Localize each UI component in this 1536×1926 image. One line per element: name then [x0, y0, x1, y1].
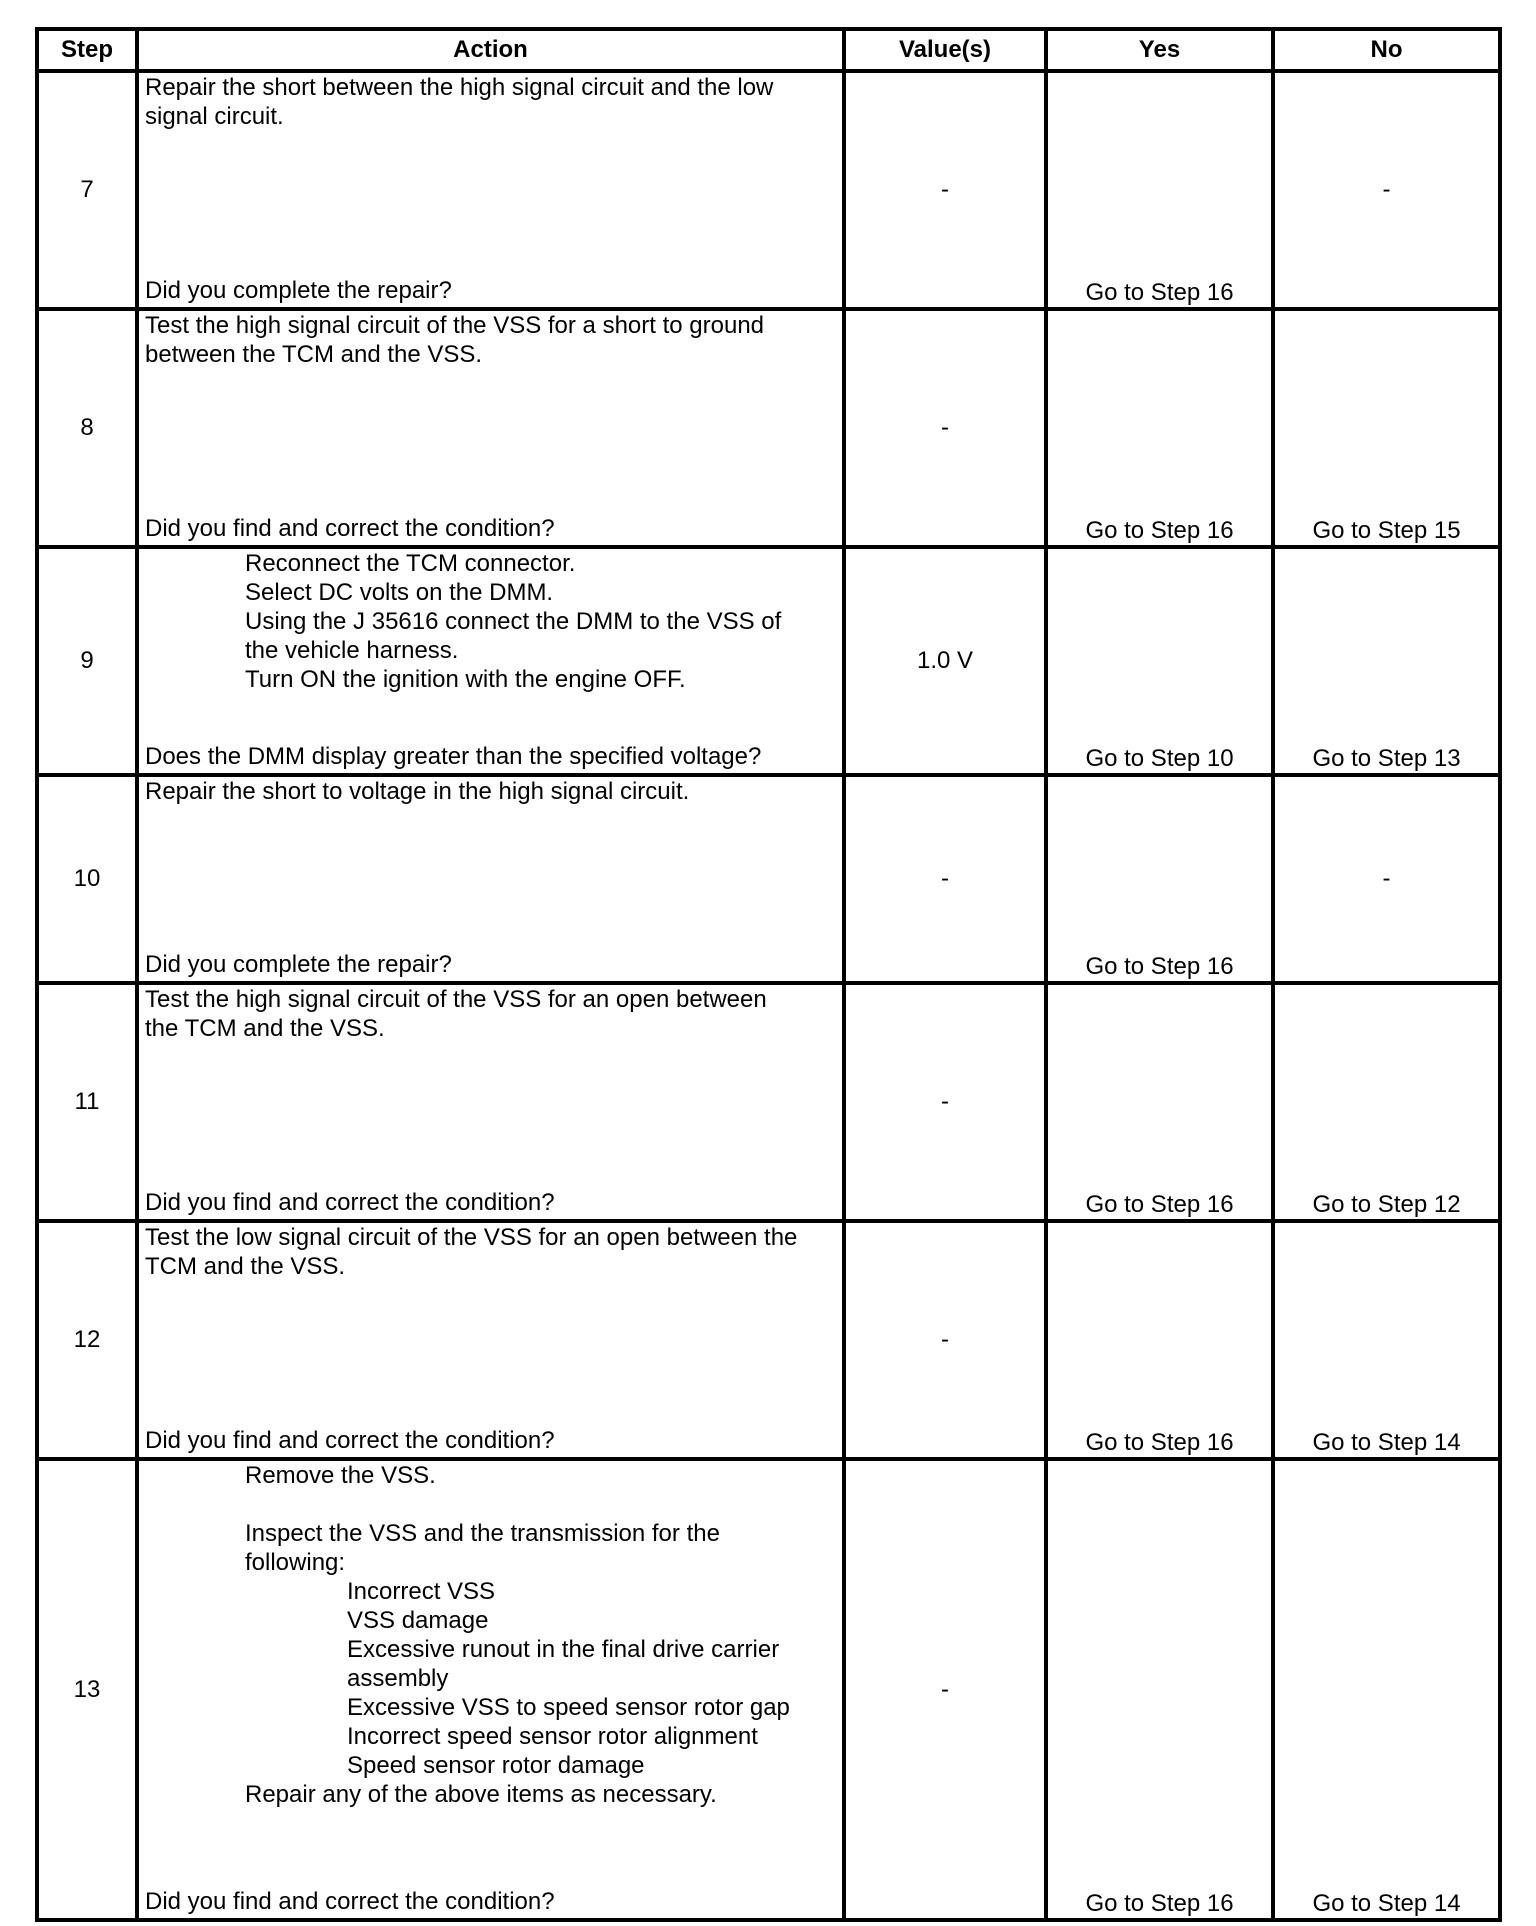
step-yes-result: Go to Step 16 — [1046, 71, 1273, 309]
table-row — [37, 309, 1500, 547]
step-yes-result: Go to Step 16 — [1046, 983, 1273, 1221]
step-value: - — [844, 1221, 1046, 1459]
step-value: - — [844, 983, 1046, 1221]
action-line: Test the low signal circuit of the VSS for an open between the — [145, 1224, 798, 1251]
step-action — [137, 775, 844, 983]
step-yes-result: Go to Step 16 — [1046, 1459, 1273, 1920]
step-no-result: Go to Step 14 — [1273, 1459, 1500, 1920]
action-line: Test the high signal circuit of the VSS for a short to ground — [145, 312, 765, 339]
table-row — [37, 1459, 1500, 1920]
header-values: Value(s) — [844, 29, 1046, 71]
action-line: VSS damage — [347, 1607, 489, 1634]
step-question: Did you find and correct the condition? — [145, 1189, 555, 1216]
action-line: Inspect the VSS and the transmission for the — [245, 1520, 720, 1547]
table-row — [37, 71, 1500, 309]
step-question: Did you find and correct the condition? — [145, 515, 555, 542]
action-line: the TCM and the VSS. — [145, 1015, 385, 1042]
step-number: 11 — [37, 983, 137, 1221]
step-number: 10 — [37, 775, 137, 983]
step-action — [137, 547, 844, 775]
action-line: Excessive runout in the final drive carrier — [347, 1636, 780, 1663]
step-action — [137, 71, 844, 309]
action-line: Repair any of the above items as necessary. — [245, 1781, 717, 1808]
table-row — [37, 1221, 1500, 1459]
step-yes-result: Go to Step 16 — [1046, 309, 1273, 547]
step-question: Did you find and correct the condition? — [145, 1427, 555, 1454]
header-yes: Yes — [1046, 29, 1273, 71]
step-question: Does the DMM display greater than the specified voltage? — [145, 743, 762, 770]
action-line: Speed sensor rotor damage — [347, 1752, 645, 1779]
step-no-result: - — [1273, 71, 1500, 309]
step-yes-result: Go to Step 16 — [1046, 1221, 1273, 1459]
step-action — [137, 1221, 844, 1459]
table-header-row — [37, 29, 1500, 71]
step-action — [137, 983, 844, 1221]
action-line — [145, 1490, 836, 1519]
step-question: Did you complete the repair? — [145, 277, 452, 304]
step-no-result: Go to Step 13 — [1273, 547, 1500, 775]
action-line: Repair the short between the high signal circuit and the low — [145, 74, 774, 101]
step-action — [137, 1459, 844, 1920]
action-line: Using the J 35616 connect the DMM to the VSS of — [245, 608, 782, 635]
step-no-result: Go to Step 14 — [1273, 1221, 1500, 1459]
header-step: Step — [37, 29, 137, 71]
action-line: Turn ON the ignition with the engine OFF. — [245, 666, 686, 693]
action-line: Reconnect the TCM connector. — [245, 550, 576, 577]
action-line: signal circuit. — [145, 103, 284, 130]
diagnostic-steps-table — [35, 27, 1502, 1922]
header-action: Action — [137, 29, 844, 71]
step-number: 7 — [37, 71, 137, 309]
step-yes-result: Go to Step 16 — [1046, 775, 1273, 983]
step-no-result: Go to Step 15 — [1273, 309, 1500, 547]
step-no-result: - — [1273, 775, 1500, 983]
step-value: - — [844, 309, 1046, 547]
step-value: - — [844, 775, 1046, 983]
step-action — [137, 309, 844, 547]
step-number: 13 — [37, 1459, 137, 1920]
action-line: TCM and the VSS. — [145, 1253, 346, 1280]
step-question: Did you find and correct the condition? — [145, 1888, 555, 1915]
action-line: assembly — [347, 1665, 449, 1692]
table-row — [37, 775, 1500, 983]
action-line: between the TCM and the VSS. — [145, 341, 483, 368]
step-value: - — [844, 1459, 1046, 1920]
action-line: Repair the short to voltage in the high signal circuit. — [145, 778, 690, 805]
action-line: Remove the VSS. — [245, 1462, 436, 1489]
action-line: Test the high signal circuit of the VSS for an open between — [145, 986, 767, 1013]
action-line: Excessive VSS to speed sensor rotor gap — [347, 1694, 790, 1721]
action-line: Select DC volts on the DMM. — [245, 579, 554, 606]
step-value: 1.0 V — [844, 547, 1046, 775]
step-no-result: Go to Step 12 — [1273, 983, 1500, 1221]
step-number: 8 — [37, 309, 137, 547]
step-yes-result: Go to Step 10 — [1046, 547, 1273, 775]
step-value: - — [844, 71, 1046, 309]
step-number: 12 — [37, 1221, 137, 1459]
step-number: 9 — [37, 547, 137, 775]
action-line: Incorrect VSS — [347, 1578, 496, 1605]
action-line: Incorrect speed sensor rotor alignment — [347, 1723, 758, 1750]
table-row — [37, 983, 1500, 1221]
step-question: Did you complete the repair? — [145, 951, 452, 978]
action-line: the vehicle harness. — [245, 637, 459, 664]
header-no: No — [1273, 29, 1500, 71]
action-line: following: — [245, 1549, 346, 1576]
table-row — [37, 547, 1500, 775]
